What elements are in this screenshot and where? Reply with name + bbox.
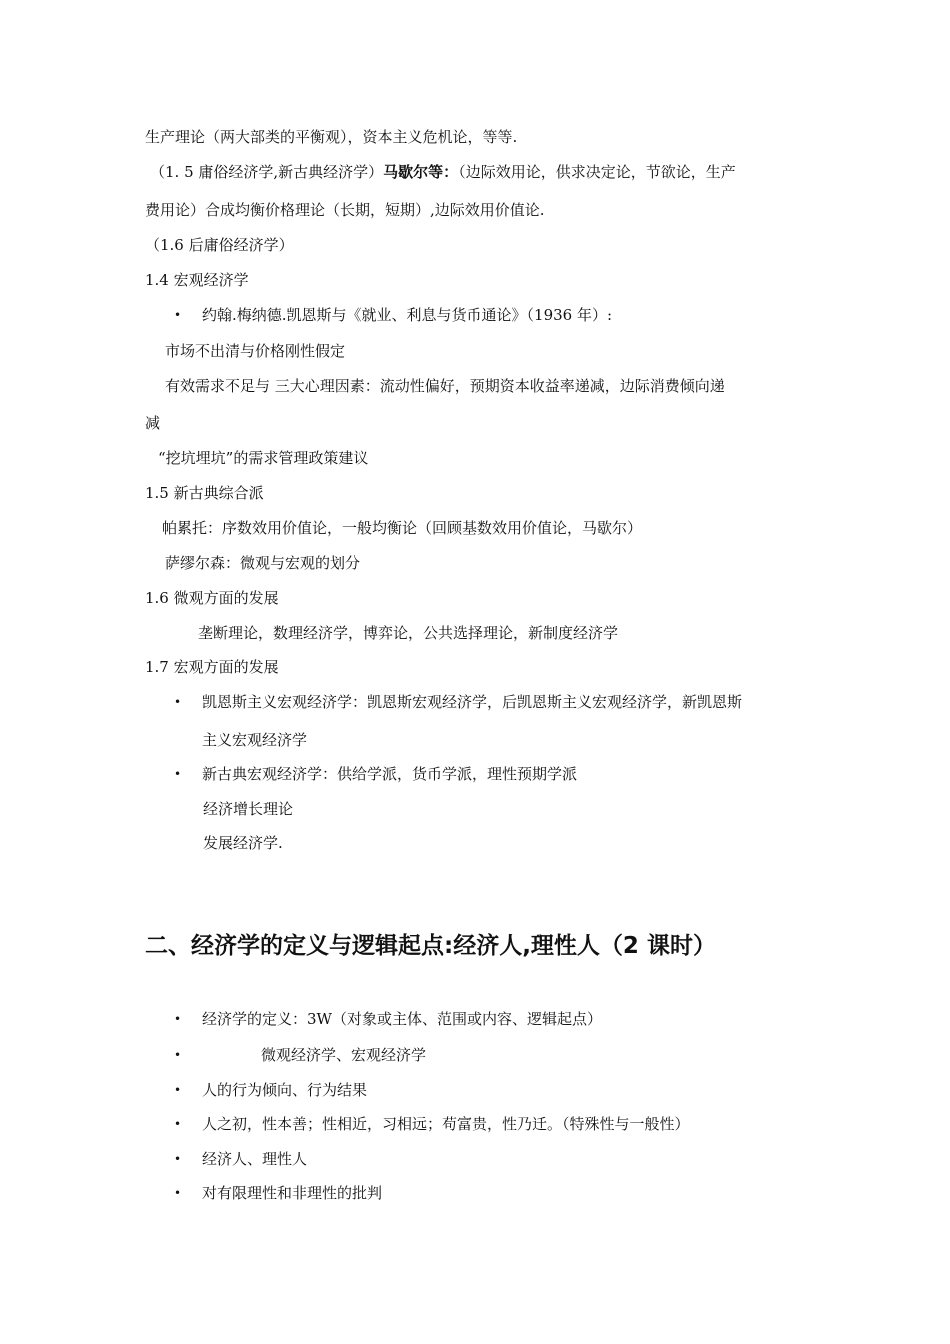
bullet-icon: •	[174, 1186, 182, 1200]
chapter-heading: 二、经济学的定义与逻辑起点:经济人,理性人（2 课时）	[145, 933, 716, 959]
bullet-icon: •	[174, 1012, 182, 1026]
list-item: 经济学的定义：3W（对象或主体、范围或内容、逻辑起点）	[202, 1010, 602, 1028]
bullet-icon: •	[174, 1117, 182, 1131]
list-item: 人之初，性本善；性相近，习相远；苟富贵，性乃迁。（特殊性与一般性）	[202, 1115, 690, 1133]
text-line: 有效需求不足与 三大心理因素：流动性偏好，预期资本收益率递减，边际消费倾向递	[165, 377, 725, 395]
text-span: （边际效用论，供求决定论，节欲论，生产	[458, 163, 736, 181]
text-line: 主义宏观经济学	[202, 731, 308, 749]
section-heading: 1.4 宏观经济学	[145, 271, 249, 289]
list-item: 微观经济学、宏观经济学	[261, 1046, 427, 1064]
bullet-icon: •	[174, 308, 182, 322]
bullet-icon: •	[174, 1048, 182, 1062]
text-line: 凯恩斯主义宏观经济学：凯恩斯宏观经济学，后凯恩斯主义宏观经济学，新凯恩斯	[202, 693, 743, 711]
section-heading: 1.5 新古典综合派	[145, 484, 264, 502]
bold-text: 马歇尔等：	[383, 163, 459, 181]
text-line: 新古典宏观经济学：供给学派，货币学派，理性预期学派	[202, 765, 578, 783]
bullet-icon: •	[174, 695, 182, 709]
text-line: 费用论）合成均衡价格理论（长期，短期）,边际效用价值论.	[145, 201, 545, 219]
section-heading: 1.6 微观方面的发展	[145, 589, 279, 607]
text-line: 发展经济学.	[203, 834, 283, 852]
list-item: 经济人、理性人	[202, 1150, 308, 1168]
text-line: 约翰.梅纳德.凯恩斯与《就业、利息与货币通论》（1936 年）:	[202, 306, 613, 324]
bullet-icon: •	[174, 767, 182, 781]
text-line: “挖坑埋坑”的需求管理政策建议	[158, 449, 369, 467]
text-line: 减	[145, 414, 161, 432]
text-line	[150, 162, 736, 182]
list-item: 人的行为倾向、行为结果	[202, 1081, 368, 1099]
section-heading: 1.7 宏观方面的发展	[145, 658, 279, 676]
text-line: 萨缪尔森：微观与宏观的划分	[165, 554, 361, 572]
text-line: 经济增长理论	[203, 800, 294, 818]
text-line: 市场不出清与价格刚性假定	[165, 342, 346, 360]
text-line: 帕累托：序数效用价值论，一般均衡论（回顾基数效用价值论，马歇尔）	[162, 519, 643, 537]
text-line: 生产理论（两大部类的平衡观），资本主义危机论，等等.	[145, 128, 518, 146]
bullet-icon: •	[174, 1152, 182, 1166]
list-item: 对有限理性和非理性的批判	[202, 1184, 383, 1202]
text-line: （1.6 后庸俗经济学）	[145, 236, 294, 254]
text-line: 垄断理论，数理经济学，博弈论，公共选择理论，新制度经济学	[198, 624, 619, 642]
bullet-icon: •	[174, 1083, 182, 1097]
text-span: （1. 5 庸俗经济学,新古典经济学）	[150, 163, 384, 181]
